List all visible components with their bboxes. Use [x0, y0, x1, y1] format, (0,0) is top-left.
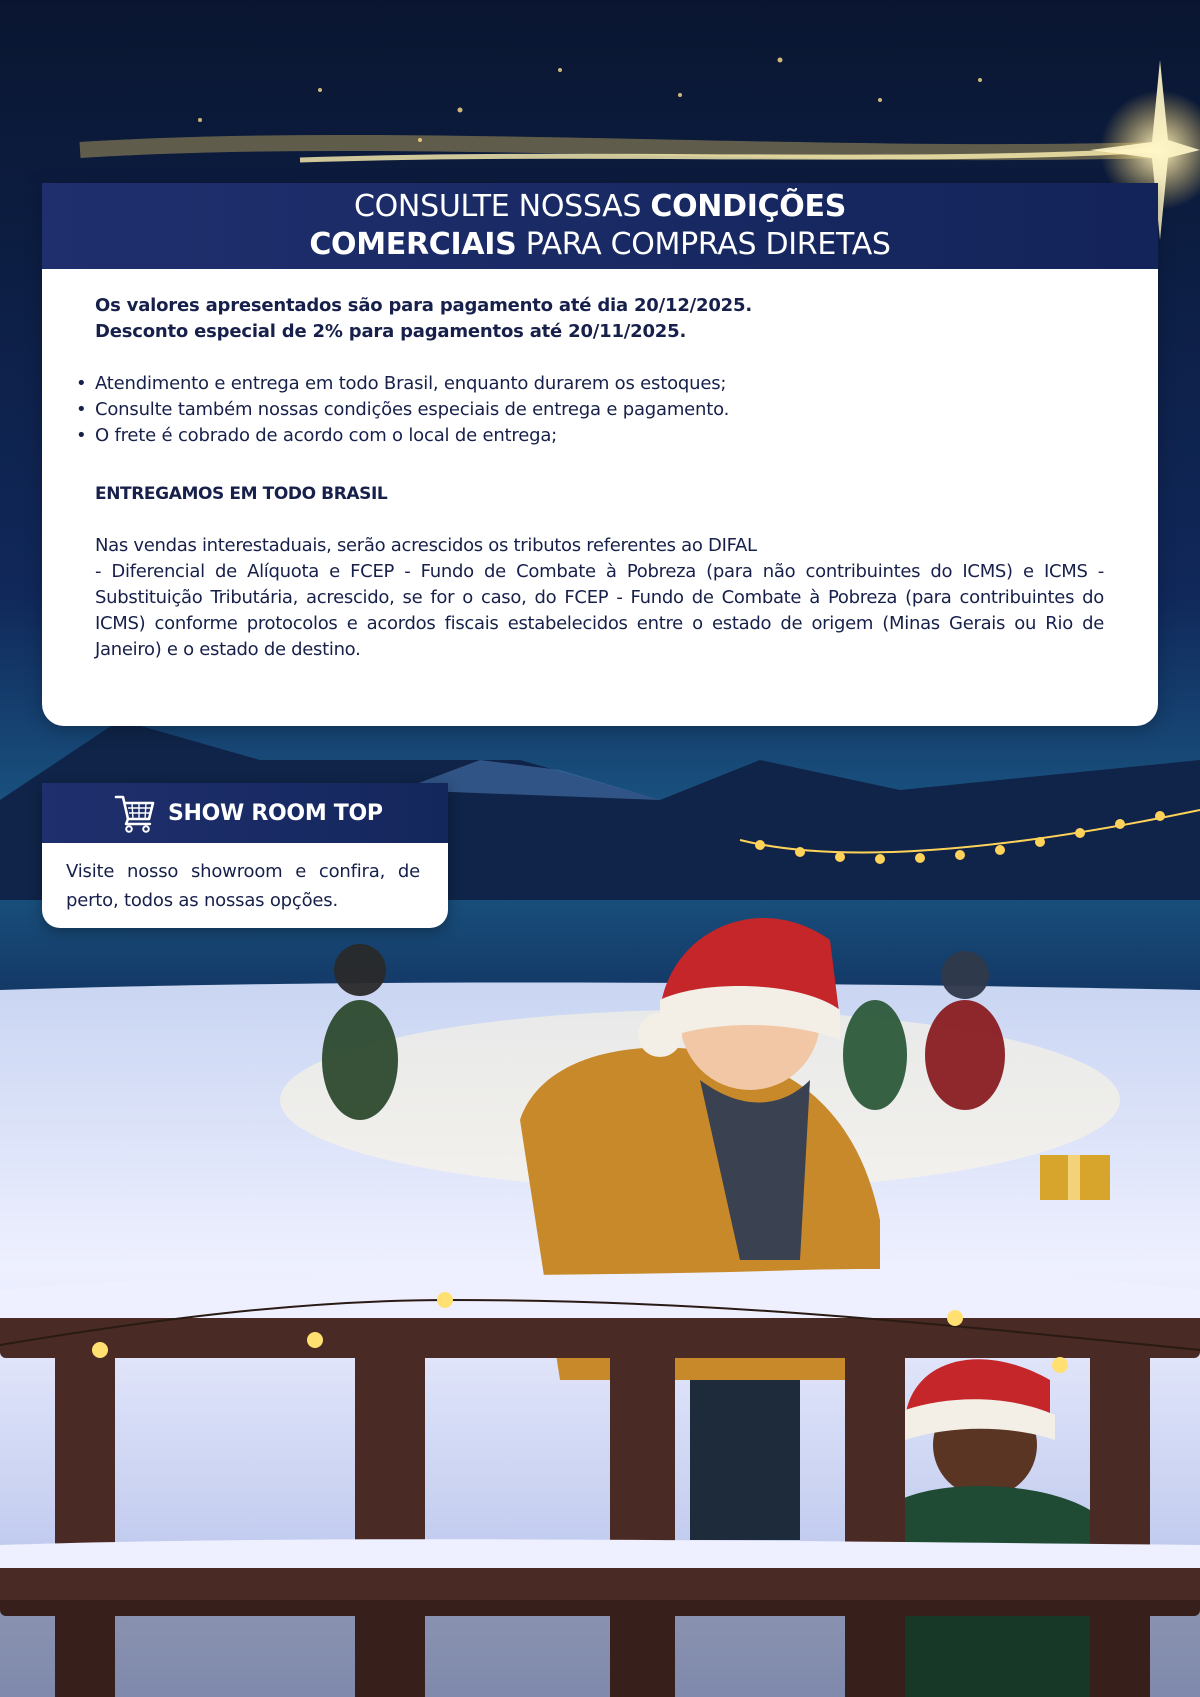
header-line-2-bold: COMERCIAIS [309, 227, 517, 262]
header-line-2-regular: PARA COMPRAS DIRETAS [525, 227, 891, 262]
list-item [76, 397, 1104, 423]
list-item [76, 423, 1104, 449]
conditions-list [76, 371, 1104, 449]
conditions-header [42, 183, 1158, 269]
tax-paragraph-line-1: Nas vendas interestaduais, serão acrescidos os tributos referentes ao DIFAL [95, 535, 757, 556]
shopping-cart-icon [114, 793, 156, 833]
tax-paragraph [95, 533, 1104, 663]
header-line-1 [354, 188, 846, 226]
showroom-title: SHOW ROOM TOP [168, 800, 383, 826]
payment-deadline-text: Os valores apresentados são para pagamento até dia 20/12/2025. [95, 295, 752, 316]
header-line-2 [309, 226, 890, 264]
showroom-card [42, 783, 448, 928]
payment-intro [95, 293, 1104, 345]
list-item-text: O frete é cobrado de acordo com o local de entrega; [95, 425, 558, 446]
discount-text: Desconto especial de 2% para pagamentos até 20/11/2025. [95, 321, 687, 342]
tax-paragraph-rest: - Diferencial de Alíquota e FCEP - Fundo de Combate à Pobreza (para não contribuintes do ICMS) e ICMS - Substituição Tributária, acrescido, se for o caso, do FCEP - Fundo de Combate à Pobreza (para contribuintes do ICMS) conforme protocolos e acordos fiscais estabelecidos entre o estado de origem (Minas Gerais ou Rio de Janeiro) e o estado de destino. [95, 561, 1104, 660]
list-item-text: Atendimento e entrega em todo Brasil, enquanto durarem os estoques; [95, 373, 727, 394]
showroom-text: Visite nosso showroom e confira, de perto, todos as nossas opções. [66, 861, 420, 911]
header-line-1-bold: CONDIÇÕES [650, 189, 847, 224]
showroom-header [42, 783, 448, 843]
bullet-icon: • [76, 399, 87, 420]
list-item-text: Consulte também nossas condições especiais de entrega e pagamento. [95, 399, 730, 420]
list-item [76, 371, 1104, 397]
conditions-card [42, 183, 1158, 726]
bullet-icon: • [76, 373, 87, 394]
header-line-1-regular: CONSULTE NOSSAS [353, 189, 642, 224]
conditions-body [42, 269, 1158, 663]
bullet-icon: • [76, 425, 87, 446]
delivery-heading: ENTREGAMOS EM TODO BRASIL [95, 484, 388, 504]
